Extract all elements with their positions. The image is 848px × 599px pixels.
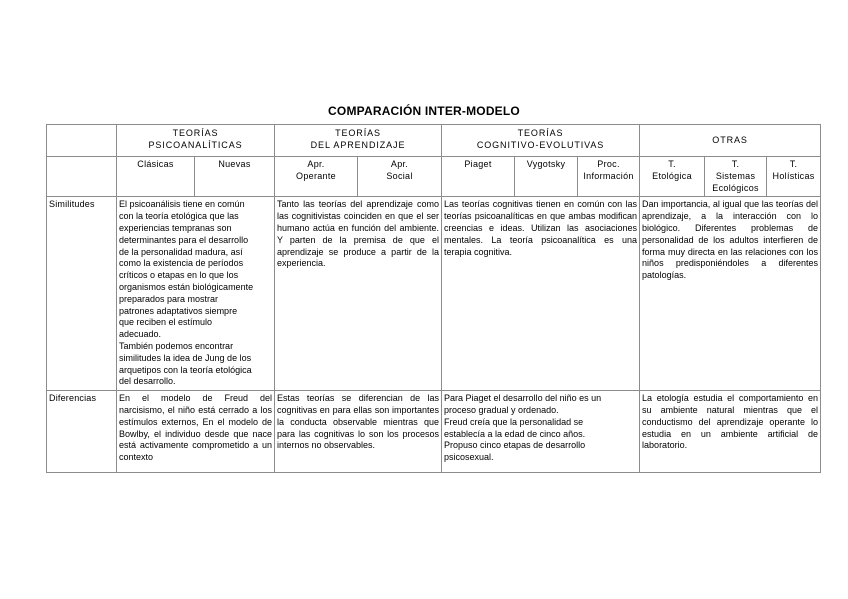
subheader-piaget: Piaget [442,157,515,197]
cell-diferencias-psico: En el modelo de Freud del narcisismo, el niño está cerrado a los estímulos externos, En el modelo de Bowlby, el individuo desde que nace está activamente comprometido a un contexto [117,391,275,473]
subheader-etologica [640,157,705,197]
proc-info-line1: Proc. [597,159,620,169]
sim-psico-line: patrones adaptativos siempre [119,305,238,316]
dif-cog-line: Propuso cinco etapas de desarrollo [444,440,586,451]
sim-psico-line: similitudes la idea de Jung de los [119,352,252,363]
group-psico-line2: PSICOANALÍTICAS [148,139,243,150]
group-aprendizaje-line2: DEL APRENDIZAJE [310,139,406,150]
holisticas-line1: T. [789,159,798,169]
subheader-apr-social [358,157,442,197]
proc-info-line2: Información [583,170,634,181]
cell-similitudes-aprendizaje: Tanto las teorías del aprendizaje como las cognitivistas coinciden en que el ser humano actúa en función del ambiente. Y parten de la premisa de que el aprendizaje se produce a partir de la experiencia. [275,197,442,391]
page-title: COMPARACIÓN INTER-MODELO [328,104,520,118]
sim-psico-line: arquetipos con la teoría etológica [119,364,252,375]
subheader-sistemas-ecologicos [705,157,767,197]
etologica-line2: Etológica [652,170,692,181]
sim-psico-line: como la existencia de períodos [119,258,244,269]
sistemas-line2: Sistemas [715,170,756,181]
apr-operante-line1: Apr. [307,159,325,169]
subheader-proc-informacion [578,157,640,197]
dif-cog-line: Freud creía que la personalidad se [444,416,584,427]
cell-diferencias-otras: La etología estudia el comportamiento en su ambiente natural mientras que el conductismo del aprendizaje operante lo estudia en un ambiente artificial de laboratorio. [640,391,821,473]
cell-similitudes-psico [117,197,275,391]
sim-psico-line: con la teoría etológica que las [119,211,239,222]
group-header-aprendizaje [275,125,442,157]
comparison-table [46,124,821,473]
group-header-psicoanaliticas [117,125,275,157]
row-similitudes [47,197,821,391]
group-header-otras: OTRAS [640,125,821,157]
subheader-apr-operante [275,157,358,197]
sim-psico-line: También podemos encontrar [119,340,234,351]
cell-similitudes-otras: Dan importancia, al igual que las teorías del aprendizaje, a la interacción con lo biológico. Diferentes problemas de personalidad de los adultos interfieren de forma muy directa en las relaciones con los niños predisponiéndoles a diferentes patologías. [640,197,821,391]
group-cognitivo-line1: TEORÍAS [517,128,564,138]
holisticas-line2: Holísticas [772,170,815,181]
etologica-line1: T. [668,159,676,169]
subheader-row [47,157,821,197]
sistemas-line3: Ecológicos [712,182,759,193]
group-psico-line1: TEORÍAS [172,128,219,138]
cell-diferencias-aprendizaje: Estas teorías se diferencian de las cognitivas en para ellas son importantes la conducta observable mientras que para las cognitivas lo son los procesos internos no observables. [275,391,442,473]
sistemas-line1: T. [731,159,740,169]
group-aprendizaje-line1: TEORÍAS [335,128,381,138]
subheader-clasicas: Clásicas [117,157,195,197]
cell-similitudes-cognitivo: Las teorías cognitivas tienen en común con las teorías psicoanalíticas en que ambas modifican creencias e ideas. Utilizan las asociaciones mentales. La teoría psicoanalítica es una terapia cognitiva. [442,197,640,391]
dif-cog-line: psicosexual. [444,452,494,463]
sim-psico-line: que reciben el estímulo [119,317,213,328]
apr-operante-line2: Operante [296,170,336,181]
empty-corner-cell [47,125,117,157]
sim-psico-line: del desarrollo. [119,376,176,387]
row-label-similitudes: Similitudes [47,197,117,391]
sim-psico-line: El psicoanálisis tiene en común [119,199,245,210]
dif-cog-line: Para Piaget el desarrollo del niño es un [444,393,602,404]
sim-psico-line: preparados para mostrar [119,293,219,304]
cell-diferencias-cognitivo [442,391,640,473]
row-label-diferencias: Diferencias [47,391,117,473]
group-cognitivo-line2: COGNITIVO-EVOLUTIVAS [476,139,605,150]
subheader-nuevas: Nuevas [195,157,275,197]
sim-psico-line: de la personalidad madura, así [119,246,243,257]
sim-psico-line: determinantes para el desarrollo [119,234,249,245]
apr-social-line1: Apr. [390,159,409,169]
empty-subheader-cell [47,157,117,197]
subheader-holisticas [767,157,821,197]
sim-psico-line: adecuado. [119,329,162,340]
sim-psico-line: experiencias tempranas son [119,222,232,233]
dif-cog-line: establecía a la edad de cinco años. [444,428,586,439]
subheader-vygotsky: Vygotsky [515,157,578,197]
group-header-row [47,125,821,157]
dif-cog-line: proceso gradual y ordenado. [444,404,559,415]
sim-psico-line: organismos están biológicamente [119,281,254,292]
sim-psico-line: críticos o etapas en lo que los [119,270,239,281]
row-diferencias [47,391,821,473]
group-header-cognitivo [442,125,640,157]
apr-social-line2: Social [386,170,413,181]
